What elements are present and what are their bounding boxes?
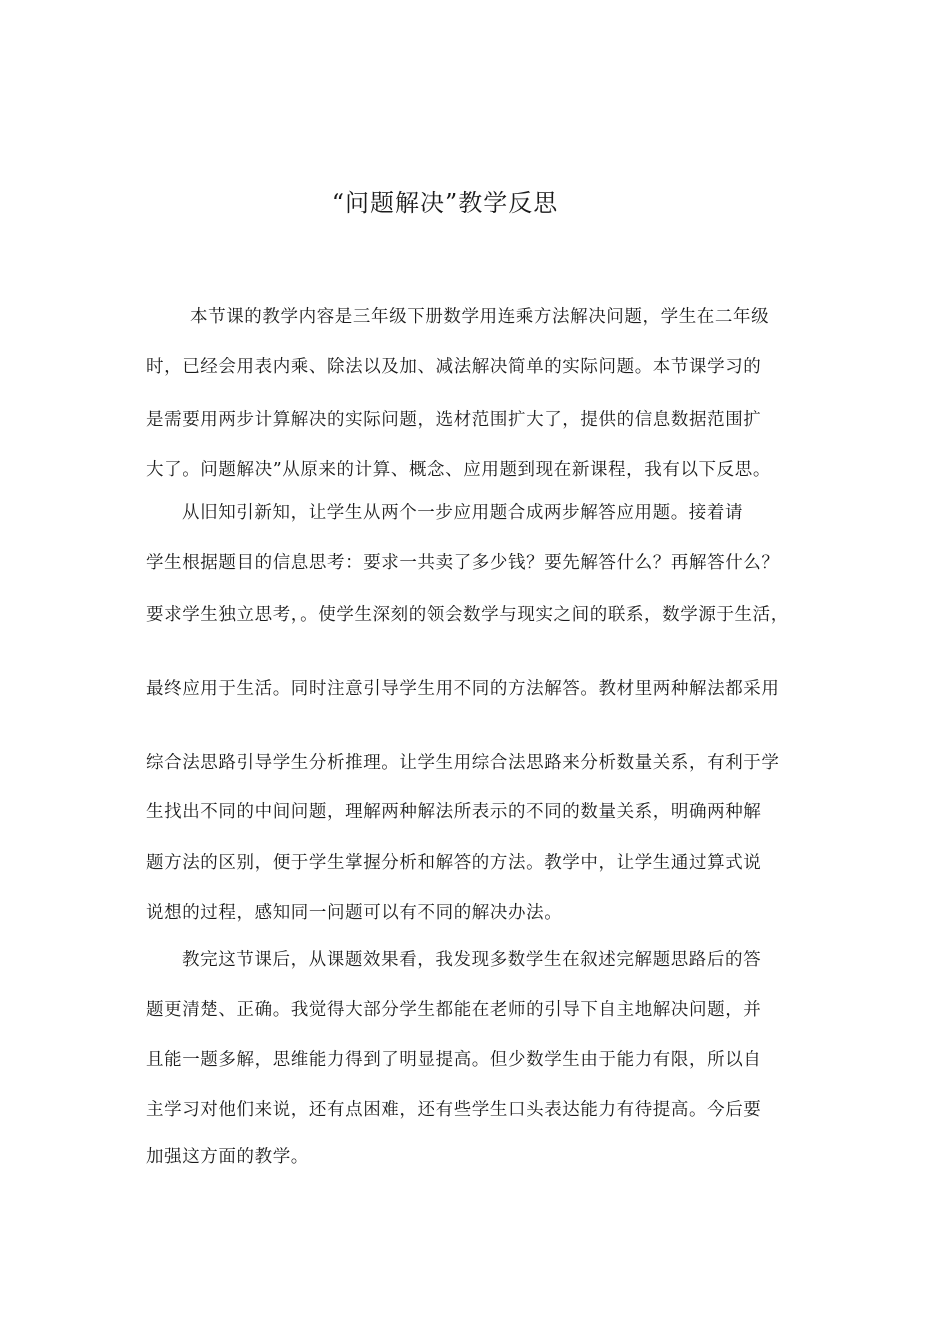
paragraph-line: 说想的过程，感知同一问题可以有不同的解决办法。: [146, 903, 563, 923]
paragraph-line: 学生根据题目的信息思考：要求一共卖了多少钱？要先解答什么？再解答什么？: [146, 553, 780, 573]
paragraph-line: 是需要用两步计算解决的实际问题，选材范围扩大了，提供的信息数据范围扩: [146, 410, 762, 430]
document-title: “问题解决”教学反思: [331, 189, 559, 217]
paragraph-line: 加强这方面的教学。: [146, 1147, 309, 1167]
paragraph-line: 教完这节课后，从课题效果看，我发现多数学生在叙述完解题思路后的答: [182, 950, 762, 970]
paragraph-line: 综合法思路引导学生分析推理。让学生用综合法思路来分析数量关系，有利于学: [146, 753, 780, 773]
paragraph-line: 且能一题多解，思维能力得到了明显提高。但少数学生由于能力有限，所以自: [146, 1050, 762, 1070]
paragraph-line: 时，已经会用表内乘、除法以及加、减法解决简单的实际问题。本节课学习的: [146, 357, 762, 377]
paragraph-line: 主学习对他们来说，还有点困难，还有些学生口头表达能力有待提高。今后要: [146, 1100, 762, 1120]
paragraph-line: 题方法的区别，便于学生掌握分析和解答的方法。教学中，让学生通过算式说: [146, 853, 762, 873]
paragraph-line: 大了。问题解决”从原来的计算、概念、应用题到现在新课程，我有以下反思。: [146, 460, 771, 480]
paragraph-line: 从旧知引新知，让学生从两个一步应用题合成两步解答应用题。接着请: [182, 503, 744, 523]
paragraph-line: 本节课的教学内容是三年级下册数学用连乘方法解决问题，学生在二年级: [190, 307, 770, 327]
paragraph-line: 要求学生独立思考，。使学生深刻的领会数学与现实之间的联系，数学源于生活，: [146, 605, 789, 625]
paragraph-line: 题更清楚、正确。我觉得大部分学生都能在老师的引导下自主地解决问题，并: [146, 1000, 762, 1020]
paragraph-line: 生找出不同的中间问题，理解两种解法所表示的不同的数量关系，明确两种解: [146, 802, 762, 822]
paragraph-line: 最终应用于生活。同时注意引导学生用不同的方法解答。教材里两种解法都采用: [146, 679, 780, 699]
